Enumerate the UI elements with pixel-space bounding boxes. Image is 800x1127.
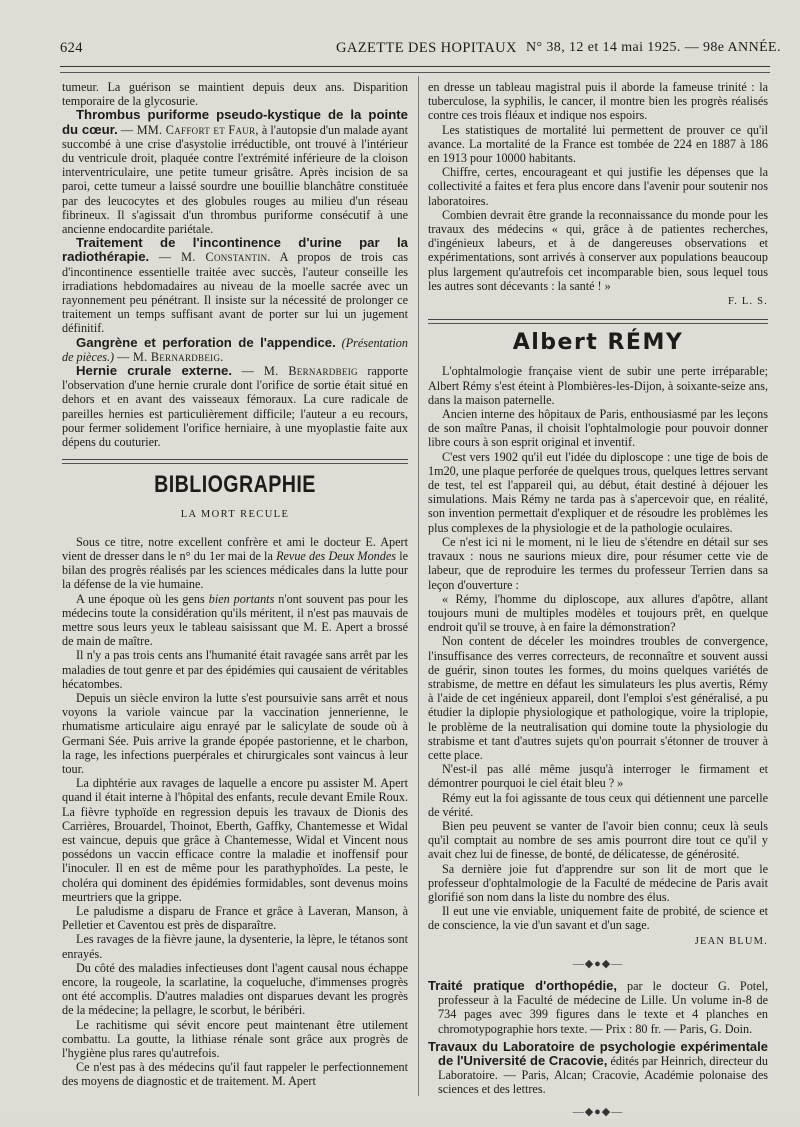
book-entry xyxy=(428,1040,768,1097)
section-rule xyxy=(62,459,408,460)
article-authors: — M. Bernardbeig xyxy=(241,364,358,379)
article-title: Gangrène et perforation de l'appendice. xyxy=(76,334,336,350)
signature: F. L. S. xyxy=(728,296,768,308)
body-paragraph: L'ophtalmologie française vient de subir une perte irréparable; Albert Rémy s'est éteint à Plombières-les-Dijon, à soixante-seize ans, dans la maison paternelle. xyxy=(428,364,768,407)
ornament-divider: —◆●◆— xyxy=(572,957,624,970)
book-details: édités par Heinrich, directeur du Laboratoire. — Paris, Alcan; Cracovie, Académie polonaise des sciences et des lettres. xyxy=(438,1054,768,1097)
quote-paragraph: Non content de déceler les moindres troubles de convergence, l'insuffisance des verres correcteurs, de reconnaître et souvent aussi de guérir, sinon toutes les formes, du moins quelques variétés de strabisme, de mettre en défaut les simulateurs les plus avertis, Rémy à l'aide de cet ingénieux appareil, dont l'emploi s'est généralisé, a pu étudier la diplopie physiologique et pathologique, voire la triplopie, le problème de la neutralisation qui domine toute la physiologie du strabisme et tant d'autres sujets qu'on pourrait s'étonner de trouver à cette place. xyxy=(428,634,768,762)
body-paragraph: Ce n'est ici ni le moment, ni le lieu de s'étendre en détail sur ses travaux : nous ne saurions mieux dire, pour résumer cette vie de labeur, que de reproduire les termes du professeur Terrien dans sa leçon d'ouverture : xyxy=(428,534,768,592)
body-paragraph: Ce n'est pas à des médecins qu'il faut rappeler le perfectionnement des moyens de diagnostic et de traitement. M. Apert xyxy=(62,1060,408,1089)
signature: JEAN BLUM. xyxy=(694,935,768,947)
article-title: Traitement de l'incontinence d'urine par la radiothérapie. xyxy=(62,235,408,265)
book-title: Travaux du Laboratoire de psychologie expérimentale de l'Université de Cracovie, xyxy=(428,1038,768,1068)
section-rule-thin xyxy=(62,463,408,464)
text-run: le bilan des progrès réalisés par les sciences médicales dans la lutte pour la défense de la vie humaine. xyxy=(62,548,409,592)
section-rule-thin xyxy=(428,323,768,324)
article-incontinence xyxy=(62,236,408,335)
article-authors: — M. Constantin. xyxy=(158,250,271,265)
intro-paragraph: tumeur. La guérison se maintient depuis deux ans. Disparition temporaire de la glycosurie. xyxy=(62,80,408,109)
header-rule xyxy=(60,66,770,67)
bibliography-subheading: LA MORT RECULE xyxy=(180,509,290,521)
journal-reference: Revue des Deux Mondes xyxy=(276,548,397,563)
body-paragraph xyxy=(62,535,408,592)
body-paragraph: Chiffre, certes, encourageant et qui justifie les dépenses que la collectivité a faites et fera plus encore dans l'avenir pour soutenir nos laboratoires. xyxy=(428,165,768,208)
bibliography-heading: BIBLIOGRAPHIE xyxy=(154,471,316,499)
article-title: Hernie crurale externe. xyxy=(76,363,233,379)
text-run: n'ont souvent pas pour les médecins toute la considération qu'ils méritent, il n'est pas mauvais de mettre sous leurs yeux le tableau saisissant que M. E. Apert a brossé de main de maître. xyxy=(62,591,409,649)
section-rule xyxy=(428,319,768,320)
body-paragraph: Du côté des maladies infectieuses dont l'agent causal nous échappe encore, la rougeole, la scarlatine, la coqueluche, d'immenses progrès ont été accomplis. D'autres maladies ont disparues devant les progrès de la médecine; la pellagre, le scorbut, le béribéri. xyxy=(62,960,408,1018)
article-note: (Présentation de pièces.) xyxy=(62,335,408,364)
article-body: rapporte l'observation d'une hernie crurale dont l'orifice de sortie était situé en dehors et en avant des vaisseaux fémoraux. La cure radicale de pareilles hernies est particulièrement difficile; l'auteur a eu recours, pour fermer solidement l'orifice herniaire, à une myoplastie faite aux dépens du couturier. xyxy=(62,364,409,450)
body-paragraph: Depuis un siècle environ la lutte s'est poursuivie sans arrêt et nous voyons la variole vaincue par la vaccination jennerienne, le rhumatisme articulaire aigu enrayé par le salicylate de soude où à Germani Sée. Puis arrive la grande épopée pastorienne, et le charbon, la rage, les infections puerpérales et chirurgicales sont vaincus à leur tour. xyxy=(62,690,408,776)
article-thrombus xyxy=(62,108,408,236)
body-paragraph: Bien peu peuvent se vanter de l'avoir bien connu; ceux là seuls qu'il comptait au nombre de ses amis pourront dire tout ce qu'il y avait chez lui de finesse, de bonté, de délicatesse, de générosité. xyxy=(428,818,768,862)
book-details: par le docteur G. Potel, professeur à la Faculté de médecine de Lille. Un volume in-8 de 734 pages avec 399 figures dans le texte et 4 planches en chromotypographie hors texte. — Prix : 80 fr. — Paris, G. Doin. xyxy=(438,978,769,1036)
body-paragraph: La diphtérie aux ravages de laquelle a encore pu assister M. Apert quand il était interne à l'hôpital des enfants, recule devant Emile Roux. La fièvre typhoïde en regression depuis les travaux de Dionis des Carrières, Brouardel, Thoinot, Eberth, Gaffky, Chantemesse et Widal est vaincue, depuis que grâce à Chantemesse, Widal et Vincent nous possédons un vaccin efficace contre la maladie et inoffensif pour l'inoculer. Il en est de même pour les parathyphoïdes. La peste, le choléra qui dominent des épidémies formidables, sont devenus moins meurtriers que la grippe. xyxy=(62,776,408,904)
article-gangrene xyxy=(62,336,408,364)
body-paragraph: C'est vers 1902 qu'il eut l'idée du diploscope : une tige de bois de 1m20, une plaque perforée de quelques trous, quelques lettres servant de test, tel est l'appareil qui, au début, était destiné à déjouer les simulations. Mais Rémy ne tarda pas à s'apercevoir que, en réalité, son invention permettait d'expliquer et de résoudre les problèmes les plus complexes de la physiologie et de la pathologie oculaires. xyxy=(428,449,768,535)
article-authors: — MM. Caffort et Faur, xyxy=(120,122,259,137)
body-paragraph: Ancien interne des hôpitaux de Paris, enthousiasmé par les leçons de son maître Panas, il choisit l'ophtalmologie pour pouvoir donner libre cours à son esprit original et inventif. xyxy=(428,407,768,450)
page-number: 624 xyxy=(60,40,83,56)
body-paragraph xyxy=(62,592,408,649)
text-run: Sous ce titre, notre excellent confrère et ami le docteur E. Apert vient de dresser dans le n° du 1er mai de la xyxy=(62,534,408,563)
header-rule-thin xyxy=(60,72,770,73)
article-title: Thrombus puriforme pseudo-kystique de la pointe du cœur. xyxy=(62,107,408,137)
article-hernie xyxy=(62,364,408,449)
body-paragraph: en dresse un tableau magistral puis il aborde la fameuse trinité : la tuberculose, la syphilis, le cancer, il montre bien les progrès réalisés contre ces trois fléaux et indique nos espoirs. xyxy=(428,80,768,123)
journal-title: GAZETTE DES HOPITAUX xyxy=(336,40,517,56)
body-paragraph: Les statistiques de mortalité lui permettent de prouver ce qu'il avance. La mortalité de la France est tombée de 224 en 1887 à 186 en 1913 pour 10000 habitants. xyxy=(428,122,768,166)
body-paragraph: Il n'y a pas trois cents ans l'humanité était ravagée sans arrêt par les maladies de tout genre et par des épidémies qui causaient de véritables hécatombes. xyxy=(62,648,408,691)
left-column xyxy=(62,80,408,1089)
ornament-divider: —◆●◆— xyxy=(572,1105,624,1118)
text-run: A une époque où les gens xyxy=(76,591,205,606)
book-entry xyxy=(428,979,768,1036)
body-paragraph: Les ravages de la fièvre jaune, la dysenterie, la lèpre, le tétanos sont enrayés. xyxy=(62,932,408,961)
article-authors: — M. Bernardbeig. xyxy=(117,349,224,364)
right-column xyxy=(428,80,768,1127)
body-paragraph: Combien devrait être grande la reconnaissance du monde pour les travaux des médecins « qui, grâce à de patientes recherches, d'ingénieux labeurs, et à de dangereuses observations et expérimentations, sont arrivés à conserver aux populations beaucoup plus largement qu'autrefois cet incomparable bien, sous lequel tous les autres sont décevants : la santé ! » xyxy=(428,207,768,293)
article-body: A propos de trois cas d'incontinence essentielle traitée avec succès, l'auteur conseille les irradiations hebdomadaires au niveau de la moelle sacrée avec un rayonnement peu pénétrant. Il insiste sur la nécessité de prolonger ce traitement un temps suffisant avant de porter sur lui un jugement définitif. xyxy=(62,250,408,336)
body-paragraph: Le rachitisme qui sévit encore peut maintenant être utilement combattu. La goutte, la lithiase rénale sont grâce aux progrès de l'hygiène plus rares qu'autrefois. xyxy=(62,1017,408,1060)
issue-info: N° 38, 12 et 14 mai 1925. — 98e ANNÉE. xyxy=(526,40,781,55)
body-paragraph: Rémy eut la foi agissante de tous ceux qui détiennent une parcelle de vérité. xyxy=(428,790,768,819)
book-title: Traité pratique d'orthopédie, xyxy=(428,977,617,993)
page-header xyxy=(60,40,781,64)
obituary-heading: Albert RÉMY xyxy=(512,330,684,356)
body-paragraph: Il eut une vie enviable, uniquement faite de probité, de science et de conscience, la vie d'un savant et d'un sage. xyxy=(428,904,768,933)
article-body: à l'autopsie d'un malade ayant succombé à une crise d'asystolie irréductible, ont trouvé à l'intérieur du ventricule droit, plaquée contre l'extrémité inférieure de la cloison interventriculaire, une petite tumeur grisâtre. Après incision de sa paroi, cette tumeur a laissé sourdre une bouillie blanchâtre constituée par des leucocytes et des globules rouges au milieu d'un réseau fibrineux. Il s'agissait d'un thrombus puriforme consécutif à une ancienne endocardite pariétale. xyxy=(62,122,409,237)
body-paragraph: Sa dernière joie fut d'apprendre sur son lit de mort que le professeur d'ophtalmologie de la Faculté de médecine de Paris avait glorifié son nom dans la liste du nombre des élus. xyxy=(428,861,768,904)
quote-paragraph: N'est-il pas allé même jusqu'à interroger le firmament et démontrer pourquoi le ciel était bleu ? » xyxy=(428,762,768,791)
quote-paragraph: « Rémy, l'homme du diploscope, aux allures d'apôtre, allant toujours muni de multiples modèles et toujours prêt, en quelque endroit qu'il se trouve, à en faire la démonstration? xyxy=(428,591,768,635)
body-paragraph: Le paludisme a disparu de France et grâce à Laveran, Manson, à Pelletier et Caventou est près de disparaître. xyxy=(62,903,408,933)
column-divider xyxy=(418,76,419,1096)
emphasis: bien portants xyxy=(208,591,275,606)
